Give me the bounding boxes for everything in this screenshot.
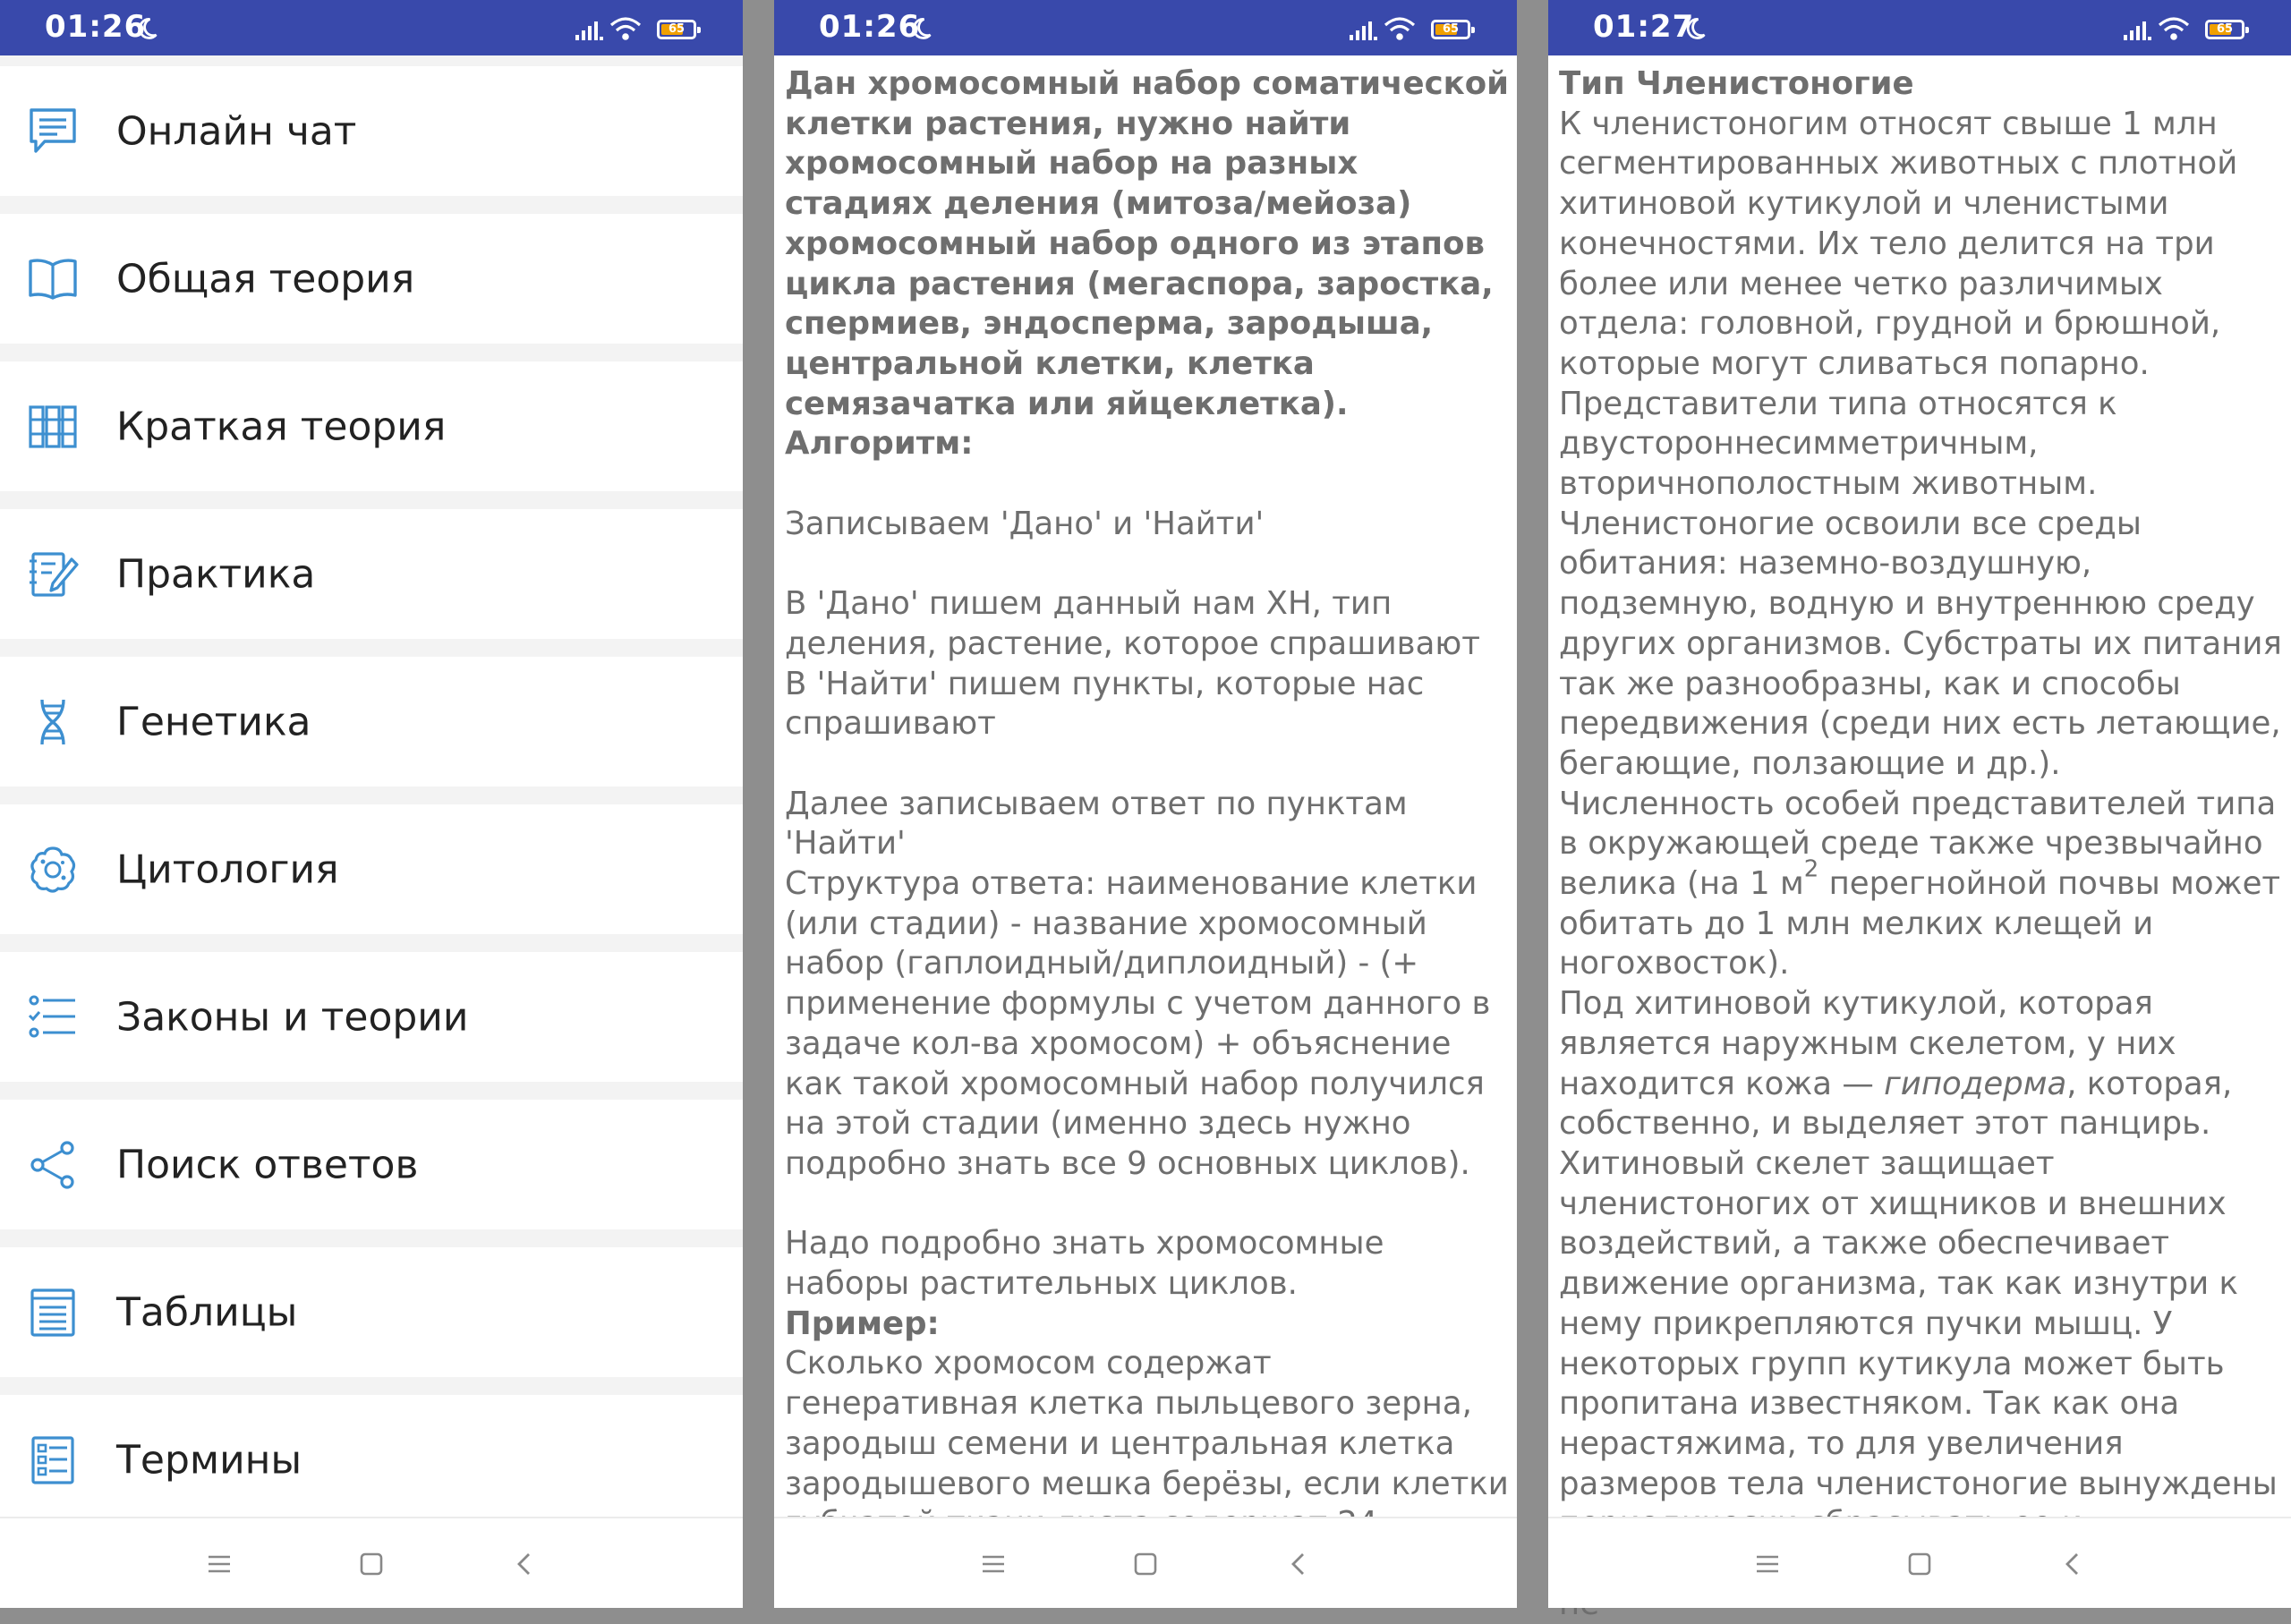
paragraph: Структура ответа: наименование клетки (или стадии) - название хромосомный набор (гаплоидный/диплоидный) - (+ применение формулы с учетом данного в задаче кол-ва хромосом) + объяснение как такой хромосомный набор получился на этой стадии (именно здесь нужно подробно знать все 9 основных циклов). (785, 865, 1491, 1182)
status-bar (774, 0, 1517, 55)
paragraph: В 'Дано' пишем данный нам ХН, тип деления, растение, которое спрашивают (785, 585, 1480, 662)
example-heading: Пример: (785, 1305, 940, 1342)
status-bar (1548, 0, 2291, 55)
menu-list (0, 55, 743, 1518)
back-icon[interactable] (2058, 1549, 2089, 1579)
battery-icon (1431, 20, 1470, 39)
navigation-bar (0, 1517, 743, 1608)
paragraph (1559, 505, 2284, 984)
status-time: 01:26 (819, 9, 921, 45)
paragraph: Далее записываем ответ по пунктам 'Найти' (785, 785, 1408, 863)
algorithm-heading: Алгоритм: (785, 425, 974, 463)
recent-apps-icon[interactable] (1752, 1549, 1783, 1579)
menu-label: Генетика (116, 699, 311, 744)
menu-label: Общая теория (116, 256, 415, 302)
notepad-pen-icon (27, 548, 79, 600)
signal-icon (2122, 20, 2152, 41)
battery-icon (657, 20, 696, 39)
moon-icon (1682, 16, 1708, 41)
signal-icon (1348, 20, 1378, 41)
navigation-bar (1548, 1517, 2291, 1608)
moon-icon (908, 16, 933, 41)
menu-label: Краткая теория (116, 404, 447, 449)
superscript: 2 (1803, 855, 1819, 883)
recent-apps-icon[interactable] (978, 1549, 1009, 1579)
paragraph: Записываем 'Дано' и 'Найти' (785, 505, 1265, 542)
screen-article-chromosomes (774, 0, 1517, 1608)
navigation-bar (774, 1517, 1517, 1608)
home-icon[interactable] (356, 1549, 387, 1579)
menu-label: Цитология (116, 846, 339, 892)
battery-icon (2205, 20, 2244, 39)
screen-menu (0, 0, 743, 1608)
paragraph-text: Членистоногие освоили все среды обитания: наземно-воздушную, подземную, водную и внутреннюю среду других организмов. Субстраты их питания так же разнообразны, как и способы передвижения (среди них есть летающие, бегающие, ползающие и др.). Численность особей представителей типа в окружающей среде также чрезвычайно велика (на 1 м (1559, 505, 2282, 903)
menu-item-practice[interactable] (0, 509, 743, 639)
article-title: Тип Членистоногие (1559, 65, 1914, 102)
menu-label: Термины (116, 1437, 302, 1483)
menu-item-cytology[interactable] (0, 804, 743, 934)
chat-icon (27, 106, 79, 157)
menu-item-tables[interactable] (0, 1247, 743, 1377)
menu-label: Онлайн чат (116, 108, 357, 154)
list-doc-icon (27, 1434, 79, 1486)
checklist-icon (27, 991, 79, 1043)
share-nodes-icon (27, 1139, 79, 1191)
article-content[interactable] (785, 64, 1510, 1518)
menu-label: Поиск ответов (116, 1142, 419, 1187)
battery-level: 65 (1442, 22, 1460, 36)
home-icon[interactable] (1904, 1549, 1935, 1579)
status-time: 01:27 (1593, 9, 1695, 45)
menu-item-answer-search[interactable] (0, 1100, 743, 1229)
book-icon (27, 253, 79, 305)
paragraph-text: , которая, собственно, и выделяет этот панцирь. Хитиновый скелет защищает членистоногих от хищников и внешних воздействий, а также обеспечивает движение организма, так как изнутри к нему прикрепляются пучки мышц. У некоторых групп кутикула может быть пропитана известняком. Так как она нерастяжима, то для увеличения размеров тела членистоногие вынуждены (1559, 1065, 2278, 1502)
article-content[interactable] (1559, 64, 2284, 1518)
books-shelf-icon (27, 401, 79, 453)
screen-article-arthropods (1548, 0, 2291, 1608)
back-icon[interactable] (1284, 1549, 1315, 1579)
paragraph: К членистоногим относят свыше 1 млн сегментированных животных с плотной хитиновой кутикулой и членистыми конечностями. Их тело делится на три более или менее четко различимых отдела: головной, грудной и брюшной, которые могут сливаться попарно. Представители типа относятся к двустороннесимметричным, вторичнополостным животным. (1559, 105, 2238, 503)
dna-icon (27, 696, 79, 748)
emphasis-term: гиподерма (1884, 1065, 2067, 1102)
cell-icon (27, 844, 79, 896)
menu-label: Практика (116, 551, 316, 597)
menu-item-terms[interactable] (0, 1395, 743, 1525)
home-icon[interactable] (1130, 1549, 1161, 1579)
menu-item-laws-theories[interactable] (0, 952, 743, 1082)
paragraph: Надо подробно знать хромосомные наборы растительных циклов. (785, 1225, 1384, 1303)
menu-label: Таблицы (116, 1289, 298, 1335)
moon-icon (134, 16, 159, 41)
wifi-icon (609, 15, 643, 42)
battery-level: 65 (668, 22, 686, 36)
paragraph: Сколько хромосом содержат генеративная клетка пыльцевого зерна, зародыш семени и центральная клетка зародышевого мешка берёзы, если клетки (785, 1345, 1509, 1502)
paragraph-text: Под хитиновой кутикулой, которая является наружным скелетом, у них находится кожа — (1559, 985, 2176, 1102)
recent-apps-icon[interactable] (204, 1549, 234, 1579)
signal-icon (574, 20, 604, 41)
status-bar (0, 0, 743, 55)
menu-label: Законы и теории (116, 994, 469, 1040)
status-time: 01:26 (45, 9, 147, 45)
menu-item-online-chat[interactable] (0, 66, 743, 196)
paragraph: В 'Найти' пишем пункты, которые нас спрашивают (785, 665, 1425, 743)
back-icon[interactable] (510, 1549, 541, 1579)
wifi-icon (2157, 15, 2191, 42)
battery-level: 65 (2216, 22, 2234, 36)
menu-item-short-theory[interactable] (0, 361, 743, 491)
wifi-icon (1383, 15, 1417, 42)
paragraph-text: перегнойной почвы может обитать до 1 млн мелких клещей и ногохвосток). (1559, 865, 2281, 982)
menu-item-general-theory[interactable] (0, 214, 743, 344)
document-lines-icon (27, 1287, 79, 1339)
menu-item-genetics[interactable] (0, 657, 743, 786)
article-title: Дан хромосомный набор соматической клетки растения, нужно найти хромосомный набор на разных стадиях деления (митоза/мейоза) хромосомный набор одного из этапов цикла растения (мегаспора, заростка, спермиев, эндосперма, зародыша, центральной клетки, клетка семязачатка или яйцеклетка). (785, 65, 1510, 422)
